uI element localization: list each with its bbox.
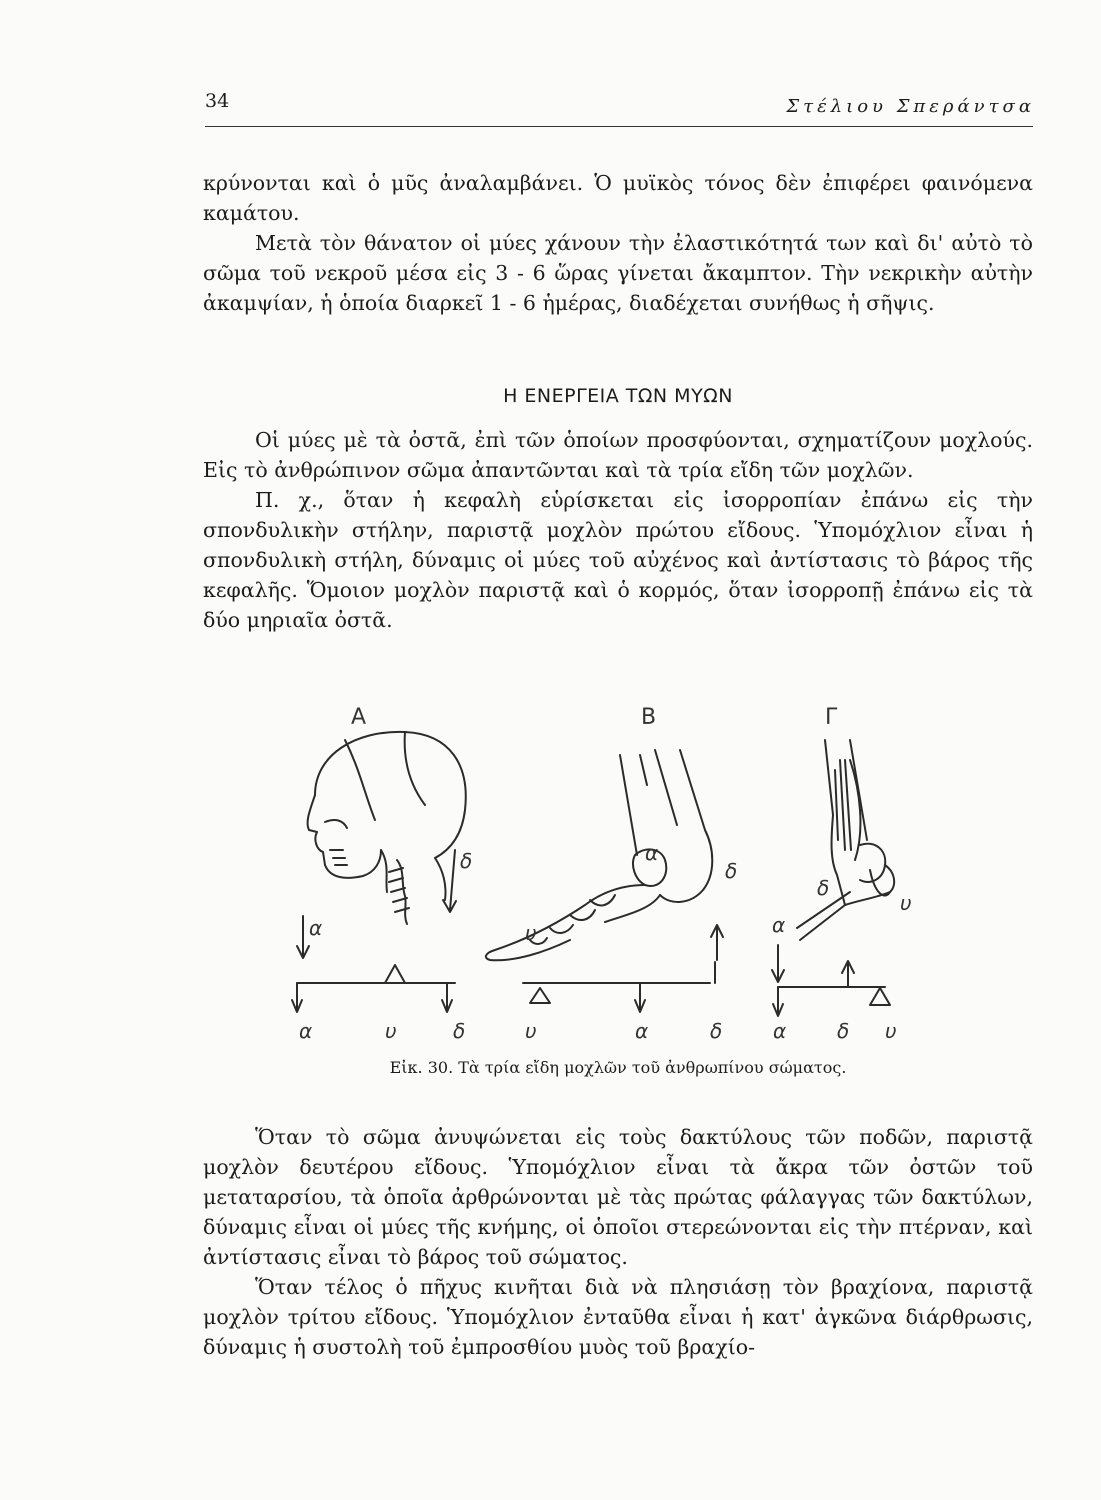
header-rule <box>205 126 1033 127</box>
lever-force-arrow-a <box>442 983 452 1012</box>
fulcrum-c <box>870 988 890 1005</box>
bottom-c-2: δ <box>837 1019 850 1043</box>
bottom-c-1: α <box>773 1019 787 1043</box>
lever-figure <box>285 700 925 1055</box>
lever-load-arrow-c <box>773 987 783 1016</box>
bottom-a-1: α <box>299 1019 313 1043</box>
label-b-force: δ <box>725 859 738 883</box>
text-block-top <box>203 168 1033 318</box>
paragraph-4: Π. χ., ὅταν ἡ κεφαλὴ εὑρίσκεται εἰς ἰσορροπίαν ἐπάνω εἰς τὴν σπονδυλικὴν στήλην, παριστᾷ μοχλὸν πρώτου εἴδους. Ὑπομόχλιον εἶναι ἡ σπονδυλικὴ στήλη, δύναμις οἱ μύες τοῦ αὐχένος καὶ ἀντίστασις τὸ βάρος τῆς κεφαλῆς. Ὅμοιον μοχλὸν παριστᾷ καὶ ὁ κορμός, ὅταν ἰσορροπῇ ἐπάνω εἰς τὰ δύο μηριαῖα ὀστᾶ. <box>203 488 1033 632</box>
bottom-b-2: α <box>635 1019 649 1043</box>
panel-label-c: Γ <box>825 705 838 730</box>
panel-label-b: Β <box>641 705 657 730</box>
label-c-fulcrum: υ <box>900 891 912 915</box>
paragraph-2: Μετὰ τὸν θάνατον οἱ μύες χάνουν τὴν ἐλαστικότητά των καὶ δι' αὐτὸ τὸ σῶμα τοῦ νεκροῦ μέσα εἰς 3 - 6 ὥρας γίνεται ἄκαμπτον. Τὴν νεκρικὴν αὐτὴν ἀκαμψίαν, ἡ ὁποία διαρκεῖ 1 - 6 ἡμέρας, διαδέχεται συνήθως ἡ σῆψις. <box>203 231 1033 315</box>
bottom-a-2: υ <box>385 1019 397 1043</box>
page-number: 34 <box>205 90 230 112</box>
arrow-delta-b <box>711 925 723 960</box>
fulcrum-a <box>385 965 405 983</box>
arrow-alpha-c <box>772 945 784 982</box>
text-block-bottom <box>203 1122 1033 1362</box>
bottom-a-3: δ <box>453 1019 466 1043</box>
arm-illustration <box>797 740 894 940</box>
skull-illustration <box>308 732 466 924</box>
paragraph-1: κρύνονται καὶ ὁ μῦς ἀναλαμβάνει. Ὁ μυϊκὸς τόνος δὲν ἐπιφέρει φαινόμενα καμάτου. <box>203 171 1033 225</box>
figure-caption: Εἰκ. 30. Τὰ τρία εἴδη μοχλῶν τοῦ ἀνθρωπίνου σώματος. <box>389 1058 847 1077</box>
text-block-middle <box>203 425 1033 635</box>
label-b-fulcrum: υ <box>525 921 537 945</box>
label-c-load: α <box>772 913 786 937</box>
bottom-b-3: δ <box>710 1019 723 1043</box>
paragraph-5: Ὅταν τὸ σῶμα ἀνυψώνεται εἰς τοὺς δακτύλους τῶν ποδῶν, παριστᾷ μοχλὸν δευτέρου εἴδους. Ὑπομόχλιον εἶναι τὰ ἄκρα τῶν ὀστῶν τοῦ μεταταρσίου, τὰ ὁποῖα ἀρθρώνονται μὲ τὰς πρώτας φάλαγγας τῶν δακτύλων, δύναμις εἶναι οἱ μύες τῆς κνήμης, οἱ ὁποῖοι στερεώνονται εἰς τὴν πτέρναν, καὶ ἀντίστασις εἶναι τὸ βάρος τοῦ σώματος. <box>203 1125 1033 1269</box>
page-header <box>205 90 1035 124</box>
foot-illustration <box>486 750 712 960</box>
arrow-delta-c <box>842 961 854 986</box>
label-c-force: δ <box>817 876 830 900</box>
bottom-c-3: υ <box>885 1019 897 1043</box>
label-b-load: α <box>645 841 659 865</box>
lever-load-arrow-a <box>292 983 302 1012</box>
panel-label-a: Α <box>351 705 367 730</box>
fulcrum-b <box>530 988 550 1003</box>
paragraph-6: Ὅταν τέλος ὁ πῆχυς κινῆται διὰ νὰ πλησιάσῃ τὸν βραχίονα, παριστᾷ μοχλὸν τρίτου εἴδους. Ὑπομόχλιον ἐνταῦθα εἶναι ἡ κατ' ἀγκῶνα διάρθρωσις, δύναμις ἡ συστολὴ τοῦ ἐμπροσθίου μυὸς τοῦ βραχίο- <box>203 1275 1033 1359</box>
paragraph-3: Οἱ μύες μὲ τὰ ὀστᾶ, ἐπὶ τῶν ὁποίων προσφύονται, σχηματίζουν μοχλούς. Εἰς τὸ ἀνθρώπινον σῶμα ἀπαντῶνται καὶ τὰ τρία εἴδη τῶν μοχλῶν. <box>203 428 1033 482</box>
bottom-b-1: υ <box>525 1019 537 1043</box>
section-heading: Η ΕΝΕΡΓΕΙΑ ΤΩΝ ΜΥΩΝ <box>503 385 733 407</box>
label-a-load: α <box>309 916 323 940</box>
label-a-force: δ <box>460 849 473 873</box>
lever-load-arrow-b <box>635 983 645 1012</box>
running-title: Στέλιου Σπεράντσα <box>786 96 1035 117</box>
arrow-alpha-a <box>297 916 309 958</box>
